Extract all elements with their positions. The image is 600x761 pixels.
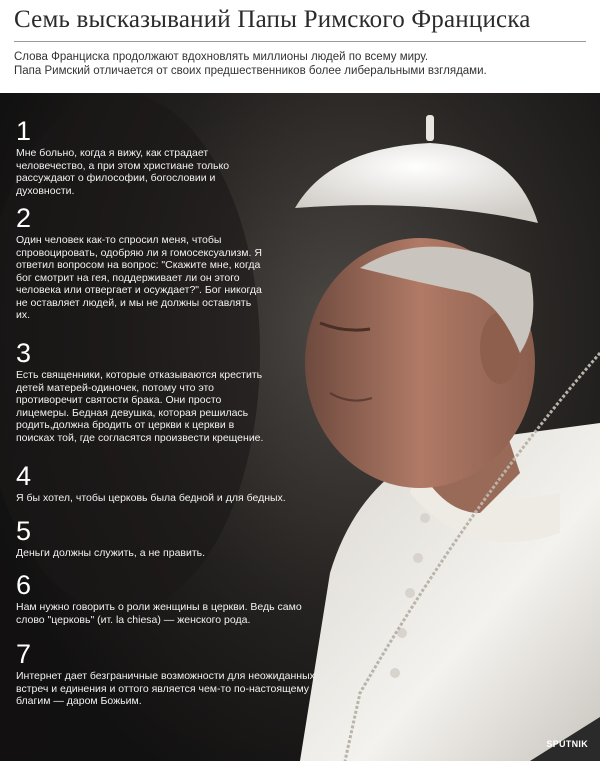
quote-number: 7 — [16, 639, 32, 669]
quote-text: Деньги должны служить, а не править. — [16, 547, 206, 559]
quote-item-5 — [16, 517, 266, 560]
quote-item-1 — [16, 117, 266, 197]
subtitle — [14, 50, 589, 78]
quote-item-6 — [16, 571, 316, 626]
quote-number: 3 — [16, 338, 32, 368]
logo-text: SPUTNIK — [546, 739, 588, 749]
quote-item-7 — [16, 640, 316, 708]
quote-number: 4 — [16, 461, 32, 491]
title-divider — [14, 41, 586, 42]
quote-number: 2 — [16, 203, 32, 233]
quote-item-4 — [16, 462, 316, 505]
quote-item-2 — [16, 204, 266, 322]
subtitle-line-1: Слова Франциска продолжают вдохновлять миллионы людей по всему миру. — [14, 51, 429, 63]
quote-text: Я бы хотел, чтобы церковь была бедной и для бедных. — [16, 492, 286, 504]
quote-item-3 — [16, 339, 266, 444]
quote-text: Мне больно, когда я вижу, как страдает человечество, а при этом христиане только рассуждают о философии, богословии и духовности. — [16, 147, 230, 197]
quote-text: Есть священники, которые отказываются крестить детей матерей-одиночек, потому что это противоречит святости брака. Они просто лицемеры. Бедная девушка, которая решилась родить,должна бродить от церкви к церкви в поисках той, где согласятся произвести крещение. — [16, 369, 264, 444]
quotes-list — [0, 93, 600, 761]
page-title: Семь высказываний Папы Римского Франциска — [14, 6, 531, 33]
subtitle-line-2: Папа Римский отличается от своих предшественников более либеральными взглядами. — [14, 65, 487, 77]
quote-number: 6 — [16, 570, 32, 600]
quote-text: Нам нужно говорить о роли женщины в церкви. Ведь само слово "церковь" (ит. la chiesa) — женского рода. — [16, 601, 302, 626]
quote-number: 1 — [16, 116, 32, 146]
quote-number: 5 — [16, 516, 32, 546]
quote-text: Один человек как-то спросил меня, чтобы спровоцировать, одобряю ли я гомосексуализм. Я ответил вопросом на вопрос: "Скажите мне, когда бог смотрит на гея, поддерживает ли он этого человека или отвергает и осуждает?". Бог никогда не оставляет людей, и мы не должны оставлять их. — [16, 234, 262, 321]
quote-text: Интернет дает безграничные возможности для неожиданных встреч и единения и оттого является чем-то по-настоящему благим — даром Божьим. — [16, 670, 315, 707]
